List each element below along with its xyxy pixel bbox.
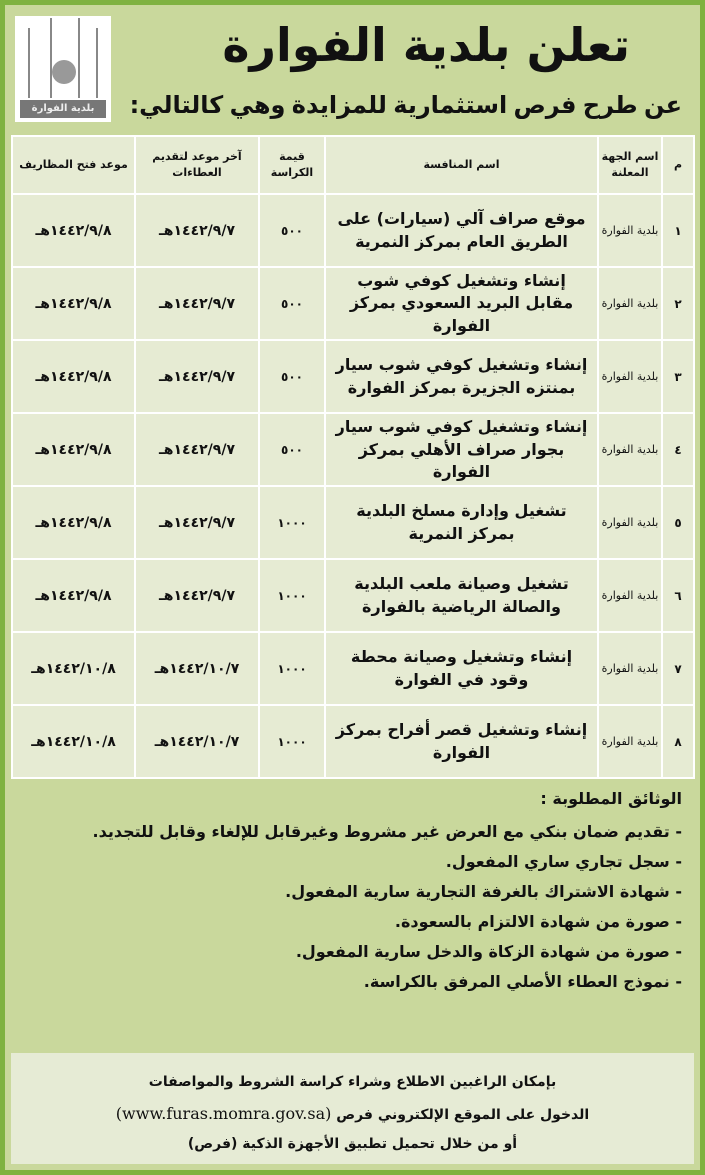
header-entity: اسم الجهة المعلنة	[598, 136, 662, 194]
deadline-date: ١٤٤٢/٩/٧هـ	[135, 559, 259, 632]
document-item: - سجل تجاري ساري المفعول.	[445, 852, 682, 872]
document-item: - نموذج العطاء الأصلي المرفق بالكراسة.	[363, 972, 682, 992]
opening-date: ١٤٤٢/٩/٨هـ	[12, 340, 135, 413]
header-opening: موعد فتح المظاريف	[12, 136, 135, 194]
opening-date: ١٤٤٢/٩/٨هـ	[12, 194, 135, 267]
municipality-logo	[15, 16, 111, 122]
booklet-value: ٥٠٠	[259, 194, 325, 267]
opening-date: ١٤٤٢/١٠/٨هـ	[12, 632, 135, 705]
competition-name: تشغيل وصيانة ملعب البلدية والصالة الرياضية بالفوارة	[325, 559, 598, 632]
table-row	[12, 194, 694, 267]
competition-name: إنشاء وتشغيل كوفي شوب مقابل البريد السعودي بمركز الفوارة	[325, 267, 598, 340]
booklet-value: ٥٠٠	[259, 267, 325, 340]
booklet-value: ١٠٠٠	[259, 705, 325, 778]
entity-cell: بلدية الفوارة	[598, 340, 662, 413]
required-documents	[13, 787, 682, 997]
table-row	[12, 340, 694, 413]
table-row	[12, 705, 694, 778]
deadline-date: ١٤٤٢/٩/٧هـ	[135, 267, 259, 340]
document-item: - صورة من شهادة الزكاة والدخل سارية المفعول.	[295, 942, 682, 962]
ad-subtitle: عن طرح فرص استثمارية للمزايدة وهي كالتالي:	[129, 91, 682, 119]
website-link[interactable]: (www.furas.momra.gov.sa)	[115, 1104, 332, 1123]
table-row	[12, 559, 694, 632]
footer-box	[11, 1053, 694, 1164]
document-item: - تقديم ضمان بنكي مع العرض غير مشروط وغيرقابل للإلغاء وقابل للتجديد.	[92, 822, 682, 842]
table-row	[12, 413, 694, 486]
footer-site-text: الدخول على الموقع الإلكتروني فرص	[336, 1107, 590, 1123]
deadline-date: ١٤٤٢/٩/٧هـ	[135, 194, 259, 267]
opening-date: ١٤٤٢/٩/٨هـ	[12, 413, 135, 486]
deadline-date: ١٤٤٢/٩/٧هـ	[135, 486, 259, 559]
deadline-date: ١٤٤٢/٩/٧هـ	[135, 340, 259, 413]
entity-cell: بلدية الفوارة	[598, 413, 662, 486]
row-number: ٢	[662, 267, 694, 340]
header-competition: اسم المنافسة	[325, 136, 598, 194]
competition-name: إنشاء وتشغيل قصر أفراح بمركز الفوارة	[325, 705, 598, 778]
footer-line-3: أو من خلال تحميل تطبيق الأجهزة الذكية (فرص)	[187, 1136, 518, 1152]
table-row	[12, 632, 694, 705]
booklet-value: ١٠٠٠	[259, 486, 325, 559]
document-item: - صورة من شهادة الالتزام بالسعودة.	[394, 912, 682, 932]
opening-date: ١٤٤٢/٩/٨هـ	[12, 486, 135, 559]
deadline-date: ١٤٤٢/٩/٧هـ	[135, 413, 259, 486]
table-row	[12, 267, 694, 340]
footer-line-1: بإمكان الراغبين الاطلاع وشراء كراسة الشروط والمواصفات	[148, 1074, 557, 1090]
competition-name: إنشاء وتشغيل كوفي شوب سيار بجوار صراف الأهلي بمركز الفوارة	[325, 413, 598, 486]
logo-text: بلدية الفوارة	[20, 100, 106, 118]
competition-name: إنشاء وتشغيل كوفي شوب سيار بمنتزه الجزيرة بمركز الفوارة	[325, 340, 598, 413]
opening-date: ١٤٤٢/٩/٨هـ	[12, 267, 135, 340]
row-number: ٣	[662, 340, 694, 413]
entity-cell: بلدية الفوارة	[598, 267, 662, 340]
competition-name: إنشاء وتشغيل وصيانة محطة وقود في الفوارة	[325, 632, 598, 705]
header-number: م	[662, 136, 694, 194]
row-number: ٦	[662, 559, 694, 632]
booklet-value: ١٠٠٠	[259, 632, 325, 705]
ad-header	[5, 5, 700, 135]
row-number: ٨	[662, 705, 694, 778]
header-value: قيمة الكراسة	[259, 136, 325, 194]
deadline-date: ١٤٤٢/١٠/٧هـ	[135, 705, 259, 778]
footer-line-2	[11, 1098, 694, 1129]
entity-cell: بلدية الفوارة	[598, 194, 662, 267]
deadline-date: ١٤٤٢/١٠/٧هـ	[135, 632, 259, 705]
advertisement	[5, 5, 700, 1170]
entity-cell: بلدية الفوارة	[598, 559, 662, 632]
building-icon	[28, 28, 98, 98]
table-header	[12, 136, 694, 194]
tenders-table	[11, 135, 695, 779]
booklet-value: ٥٠٠	[259, 340, 325, 413]
opening-date: ١٤٤٢/٩/٨هـ	[12, 559, 135, 632]
row-number: ٥	[662, 486, 694, 559]
table-row	[12, 486, 694, 559]
booklet-value: ١٠٠٠	[259, 559, 325, 632]
competition-name: موقع صراف آلي (سيارات) على الطريق العام بمركز النمرية	[325, 194, 598, 267]
document-item: - شهادة الاشتراك بالغرفة التجارية سارية المفعول.	[285, 882, 682, 902]
entity-cell: بلدية الفوارة	[598, 632, 662, 705]
header-deadline: آخر موعد لتقديم العطاءات	[135, 136, 259, 194]
opening-date: ١٤٤٢/١٠/٨هـ	[12, 705, 135, 778]
emblem-icon	[52, 60, 76, 84]
competition-name: تشغيل وإدارة مسلخ البلدية بمركز النمرية	[325, 486, 598, 559]
entity-cell: بلدية الفوارة	[598, 486, 662, 559]
row-number: ١	[662, 194, 694, 267]
ad-title: تعلن بلدية الفوارة	[222, 18, 630, 72]
documents-heading: الوثائق المطلوبة :	[540, 789, 682, 809]
entity-cell: بلدية الفوارة	[598, 705, 662, 778]
row-number: ٤	[662, 413, 694, 486]
row-number: ٧	[662, 632, 694, 705]
booklet-value: ٥٠٠	[259, 413, 325, 486]
